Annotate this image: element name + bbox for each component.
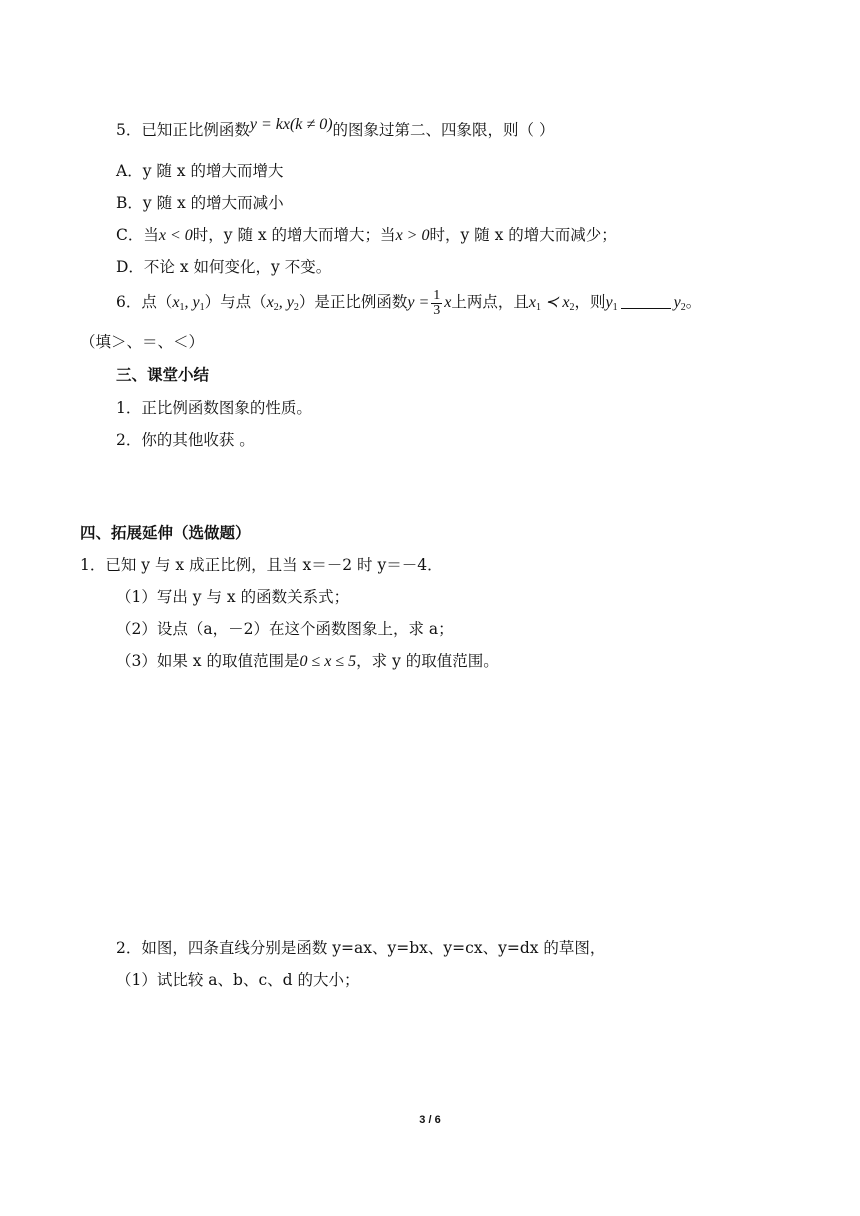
ext-q1-part-3 xyxy=(116,651,499,672)
q5-formula: y = kx(k ≠ 0) xyxy=(249,116,333,133)
q6-stem xyxy=(116,287,701,323)
q5-option-c-condition-2: x > 0 xyxy=(395,227,430,244)
q5-option-c-text: C．当 xyxy=(116,226,159,244)
ext-q1-part-3-tail: ，求 y 的取值范围。 xyxy=(356,652,499,670)
q5-option-c-text-3: 时，y 随 x 的增大而减少； xyxy=(429,226,617,244)
q6-function: y = xyxy=(407,294,430,311)
q6-condition: $x_1$ ≺ $x_2$ xyxy=(528,294,575,313)
summary-item-2: 2．你的其他收获 。 xyxy=(116,431,255,449)
ext-q1-part-1: （1）写出 y 与 x 的函数关系式； xyxy=(116,588,350,606)
q6-text-5: ，则 xyxy=(574,293,606,311)
q5-option-c-condition-1: x < 0 xyxy=(158,227,193,244)
q6-answer-blank[interactable] xyxy=(621,294,671,309)
q5-stem-tail: 的图象过第二、四象限，则（ ） xyxy=(332,121,555,139)
summary-heading: 三、课堂小结 xyxy=(116,365,210,384)
summary-item-1: 1．正比例函数图象的性质。 xyxy=(116,399,312,417)
q6-fraction-numerator: 1 xyxy=(433,287,441,303)
q6-fraction xyxy=(431,289,442,318)
ext-q1-stem: 1．已知 y 与 x 成正比例，且当 x＝－2 时 y＝－4． xyxy=(80,556,443,574)
extension-heading: 四、拓展延伸（选做题） xyxy=(80,523,251,542)
q6-point-2: $x_2$, $y_2$ xyxy=(266,294,299,313)
q6-text-3: ）是正比例函数 xyxy=(298,293,408,311)
q6-y2: $y_2$ xyxy=(673,294,686,313)
q6-text-6: 。 xyxy=(685,293,702,311)
page-number: 3 / 6 xyxy=(419,1114,441,1126)
ext-q1-part-3-range: 0 ≤ x ≤ 5 xyxy=(299,653,357,670)
ext-q2-part-1: （1）试比较 a、b、c、d 的大小； xyxy=(116,971,360,989)
q5-option-c xyxy=(116,225,617,246)
q6-hint: （填＞、＝、＜） xyxy=(80,333,205,351)
q5-option-c-text-2: 时，y 随 x 的增大而增大；当 xyxy=(192,226,396,244)
q6-text-2: ）与点（ xyxy=(204,293,267,311)
q5-stem-text: 5．已知正比例函数 xyxy=(116,121,250,139)
ext-q1-part-2: （2）设点（a，－2）在这个函数图象上，求 a； xyxy=(116,620,454,638)
q6-y1: $y_1$ xyxy=(605,294,618,313)
q6-fraction-denominator: 3 xyxy=(433,302,441,318)
ext-q1-part-3-text: （3）如果 x 的取值范围是 xyxy=(116,652,300,670)
q6-function-x: x xyxy=(444,294,452,311)
q5-option-b: B．y 随 x 的增大而减小 xyxy=(116,194,284,212)
ext-q2-stem: 2．如图，四条直线分别是函数 y=ax、y=bx、y=cx、y=dx 的草图， xyxy=(116,939,606,957)
q6-text-1: 6．点（ xyxy=(116,293,173,311)
q5-stem xyxy=(116,116,555,141)
q5-option-a: A．y 随 x 的增大而增大 xyxy=(116,162,284,180)
q5-option-d: D．不论 x 如何变化，y 不变。 xyxy=(116,258,332,276)
q6-point-1: $x_1$, $y_1$ xyxy=(172,294,205,313)
q6-text-4: 上两点，且 xyxy=(451,293,529,311)
